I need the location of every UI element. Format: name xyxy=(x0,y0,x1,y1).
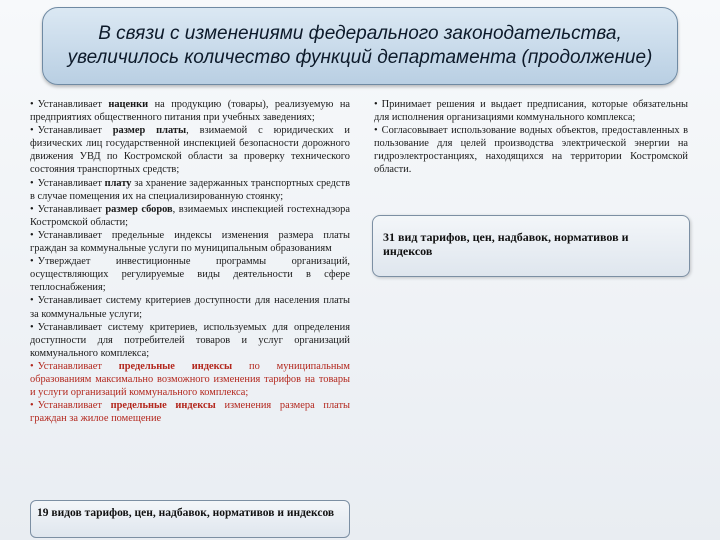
list-item xyxy=(30,360,350,399)
bullet-icon: • xyxy=(30,125,34,137)
bullet-icon: • xyxy=(30,295,34,307)
bullet-icon: • xyxy=(30,99,34,110)
item-text: Устанавливает систему критериев доступности для населения платы за коммунальные услуги; xyxy=(30,295,350,320)
item-text-tail: , взимаемых инспекцией гостехнадзора Костромской области; xyxy=(30,203,350,228)
item-text-tail: на продукцию (товары), реализуемую на предприятиях общественного питания при учебных заведениях; xyxy=(30,99,351,124)
item-bold-text: предельные индексы xyxy=(110,400,216,412)
bullet-icon: • xyxy=(30,360,34,372)
list-item xyxy=(374,124,688,176)
list-item xyxy=(30,229,350,255)
item-text: Устанавливает xyxy=(37,203,106,215)
item-bold-text: предельные индексы xyxy=(118,360,233,372)
item-text: Устанавливает xyxy=(37,360,119,372)
item-text: Согласовывает использование водных объектов, предоставленных в пользование для целей производства электрической энергии на гидроэлектростанциях, находящихся на территории Костромской области. xyxy=(374,125,688,176)
item-text: Устанавливает xyxy=(37,400,111,412)
item-text: Устанавливает предельные индексы изменения размера платы граждан за коммунальные услуги по муниципальным образованиям xyxy=(30,229,350,255)
list-item xyxy=(30,294,350,320)
bullet-icon: • xyxy=(30,256,34,268)
item-bold-text: размер сборов xyxy=(105,203,173,215)
summary-box-19: 19 видов тарифов, цен, надбавок, нормативов и индексов xyxy=(30,500,350,538)
bullet-icon: • xyxy=(30,177,34,189)
bullet-icon: • xyxy=(30,400,34,412)
title-line-1: В связи с изменениями федерального законодательства, xyxy=(98,23,622,44)
summary-box-31: 31 вид тарифов, цен, надбавок, нормативов и индексов xyxy=(372,215,690,277)
left-column xyxy=(30,98,350,425)
bullet-icon: • xyxy=(30,203,34,215)
item-text: Устанавливает xyxy=(37,125,113,137)
list-item xyxy=(30,124,350,176)
bullet-icon: • xyxy=(374,99,378,110)
slide-title xyxy=(42,7,678,85)
item-text: Устанавливает xyxy=(37,177,105,189)
item-text: Принимает решения и выдает предписания, которые обязательны для исполнения организациями коммунального комплекса; xyxy=(374,99,688,124)
item-text-tail: , взимаемой с юридических и физических лиц государственной инспекцией безопасности дорожного движения УВД по Костромской области за проверку технического состояния транспортных средств; xyxy=(30,125,350,176)
item-text: Утверждает инвестиционные программы организаций, осуществляющих регулируемые виды деятельности в сфере теплоснабжения; xyxy=(30,256,350,294)
item-bold-text: плату xyxy=(104,177,132,189)
item-bold-text: наценки xyxy=(108,99,149,110)
list-item xyxy=(30,98,350,124)
list-item xyxy=(30,399,350,425)
item-text-tail: за хранение задержанных транспортных средств в случае помещения их на специализированную стоянку; xyxy=(30,177,350,202)
item-text-tail: изменения размера платы граждан за жилое помещение xyxy=(30,400,350,425)
item-text-tail: по муниципальным образованиям максимально возможного изменения тарифов на товары и услуги организаций коммунального комплекса; xyxy=(30,360,350,399)
bullet-icon: • xyxy=(30,321,34,333)
bullet-icon: • xyxy=(30,229,34,241)
list-item xyxy=(30,203,350,229)
list-item xyxy=(30,177,350,203)
item-text: Устанавливает систему критериев, используемых для определения доступности для потребителей товаров и услуг организаций коммунального комплекса; xyxy=(30,321,350,359)
item-text: Устанавливает xyxy=(37,99,109,110)
title-line-2: увеличилось количество функций департамента (продолжение) xyxy=(67,47,653,68)
list-item xyxy=(30,321,350,360)
bullet-icon: • xyxy=(374,125,378,137)
list-item xyxy=(30,255,350,294)
list-item xyxy=(374,98,688,124)
item-bold-text: размер платы xyxy=(112,125,187,137)
right-column xyxy=(374,98,688,177)
